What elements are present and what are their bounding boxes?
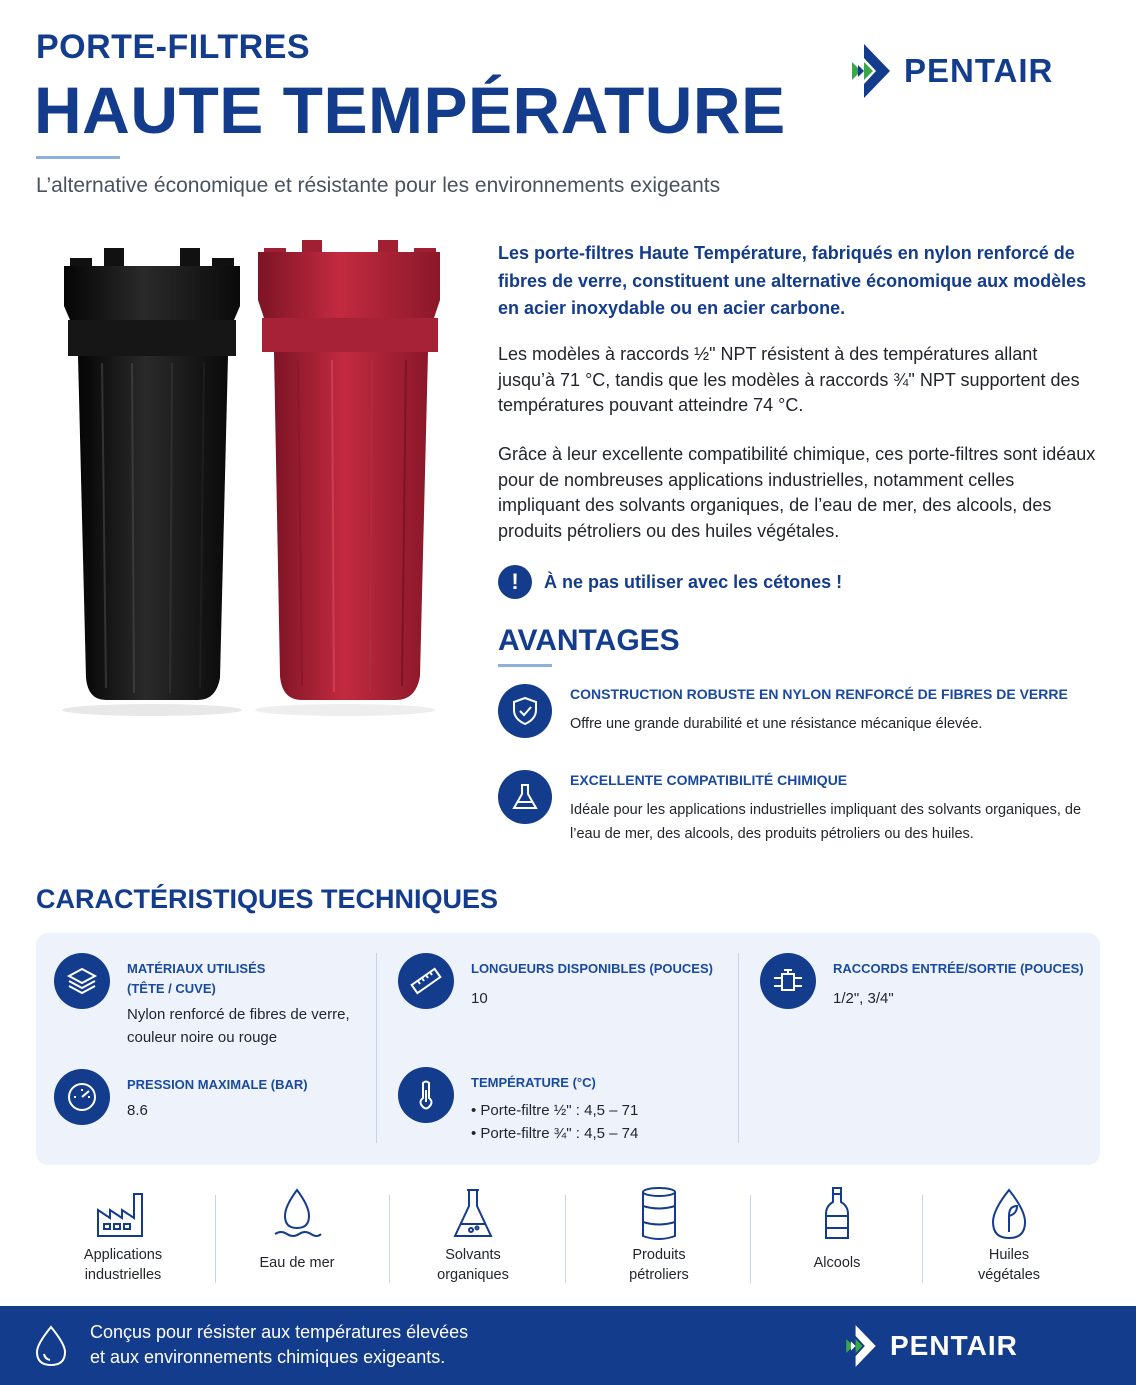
specs-column-divider xyxy=(376,953,377,1143)
thermometer-icon xyxy=(398,1067,454,1123)
application-divider xyxy=(565,1195,566,1283)
layers-icon xyxy=(54,953,110,1009)
application-vegetable-oils xyxy=(934,1183,1084,1285)
warning-text: À ne pas utiliser avec les cétones ! xyxy=(544,571,843,592)
spec-value-line: couleur noire ou rouge xyxy=(127,1029,278,1046)
spec-value-line: • Porte-filtre ¾" : 4,5 – 74 xyxy=(471,1125,639,1142)
advantage-title: CONSTRUCTION ROBUSTE EN NYLON RENFORCÉ DE FIBRES DE VERRE xyxy=(570,686,1068,702)
spec-label-line: MATÉRIAUX UTILISÉS xyxy=(127,961,266,976)
leaf-drop-icon xyxy=(934,1183,1084,1245)
spec-label: TEMPÉRATURE (°C) xyxy=(471,1075,596,1090)
application-label: organiques xyxy=(437,1267,509,1283)
application-industrial xyxy=(48,1183,198,1285)
factory-icon xyxy=(48,1183,198,1245)
application-label: Huiles xyxy=(988,1247,1030,1263)
water-drop-icon xyxy=(222,1183,372,1245)
application-solvents xyxy=(398,1183,548,1285)
spec-value: 8.6 xyxy=(127,1102,148,1119)
application-label: Solvants xyxy=(445,1247,501,1263)
application-divider xyxy=(922,1195,923,1283)
flask-icon xyxy=(398,1183,548,1245)
application-petroleum xyxy=(584,1183,734,1285)
advantage-title: EXCELLENTE COMPATIBILITÉ CHIMIQUE xyxy=(570,772,848,788)
page-title: HAUTE TEMPÉRATURE xyxy=(34,73,786,147)
spec-value: 1/2", 3/4" xyxy=(833,990,894,1007)
black-filter-housing xyxy=(64,248,240,700)
spec-value-line: • Porte-filtre ½" : 4,5 – 71 xyxy=(471,1102,639,1119)
gauge-icon xyxy=(54,1069,110,1125)
application-label: industrielles xyxy=(84,1267,162,1283)
shield-check-icon xyxy=(498,684,552,738)
spec-label: RACCORDS ENTRÉE/SORTIE (POUCES) xyxy=(833,961,1084,976)
pipe-fitting-icon xyxy=(760,953,816,1009)
spec-value xyxy=(471,1099,638,1145)
application-divider xyxy=(215,1195,216,1283)
pentair-mark-icon xyxy=(842,1322,880,1370)
intro-paragraph-compatibility: Grâce à leur excellente compatibilité chimique, ces porte-filtres sont idéaux pour de nombreuses applications industrielles, notamment celles impliquant des solvants organiques, de l’eau de mer, des alcools, des produits pétroliers ou des huiles végétales. xyxy=(498,444,1096,541)
exclamation-icon: ! xyxy=(498,565,532,599)
advantage-description: Idéale pour les applications industrielles impliquant des solvants organiques, de l’eau de mer, des alcools, des produits pétroliers ou des huiles. xyxy=(570,802,1082,842)
spec-label xyxy=(127,959,265,999)
application-label: Produits xyxy=(632,1247,686,1263)
brand-logo xyxy=(848,40,1053,102)
red-filter-housing xyxy=(258,240,440,700)
pentair-mark-icon xyxy=(848,40,894,102)
application-label: végétales xyxy=(977,1267,1041,1283)
warning-notice xyxy=(498,565,842,599)
intro-lead: Les porte-filtres Haute Température, fabriqués en nylon renforcé de fibres de verre, constituent une alternative économique aux modèles en acier inoxydable ou en acier carbone. xyxy=(498,243,1087,318)
ruler-icon xyxy=(398,953,454,1009)
specs-panel xyxy=(36,933,1100,1165)
brand-name: PENTAIR xyxy=(890,1330,1018,1361)
application-seawater xyxy=(222,1183,372,1273)
spec-value: 10 xyxy=(471,990,488,1007)
spec-label: PRESSION MAXIMALE (BAR) xyxy=(127,1077,308,1092)
application-divider xyxy=(750,1195,751,1283)
advantages-title: AVANTAGES xyxy=(498,624,680,657)
bottle-icon xyxy=(762,1183,912,1245)
flask-icon xyxy=(498,770,552,824)
application-label: Applications xyxy=(83,1247,163,1263)
application-divider xyxy=(389,1195,390,1283)
application-label: pétroliers xyxy=(629,1267,689,1283)
spec-label-line: (TÊTE / CUVE) xyxy=(127,981,216,996)
advantages-divider xyxy=(498,664,552,667)
brand-name: PENTAIR xyxy=(904,52,1054,89)
advantage-description: Offre une grande durabilité et une résistance mécanique élevée. xyxy=(570,716,983,732)
application-alcohols xyxy=(762,1183,912,1273)
spec-value-line: Nylon renforcé de fibres de verre, xyxy=(127,1006,350,1023)
footer-tagline xyxy=(90,1320,468,1370)
footer-tagline-line: et aux environnements chimiques exigeants. xyxy=(90,1347,446,1367)
footer-brand-logo xyxy=(842,1322,1018,1370)
specs-title: CARACTÉRISTIQUES TECHNIQUES xyxy=(36,884,499,914)
specs-column-divider xyxy=(738,953,739,1143)
water-drop-icon xyxy=(34,1324,68,1368)
application-label: Eau de mer xyxy=(259,1255,335,1271)
title-divider xyxy=(36,156,120,159)
title-line-1: PORTE-FILTRES xyxy=(36,28,311,66)
application-label: Alcools xyxy=(813,1255,861,1271)
footer-tagline-line: Conçus pour résister aux températures élevées xyxy=(90,1322,469,1342)
product-image xyxy=(40,238,460,718)
spec-label: LONGUEURS DISPONIBLES (POUCES) xyxy=(471,961,713,976)
barrel-icon xyxy=(584,1183,734,1245)
footer-banner xyxy=(0,1306,1136,1385)
intro-paragraph-temperatures: Les modèles à raccords ½" NPT résistent à des températures allant jusqu’à 71 °C, tandis que les modèles à raccords ¾" NPT supportent des températures pouvant atteindre 74 °C. xyxy=(498,344,1080,415)
spec-value xyxy=(127,1003,350,1049)
page-subtitle: L’alternative économique et résistante pour les environnements exigeants xyxy=(36,174,721,197)
